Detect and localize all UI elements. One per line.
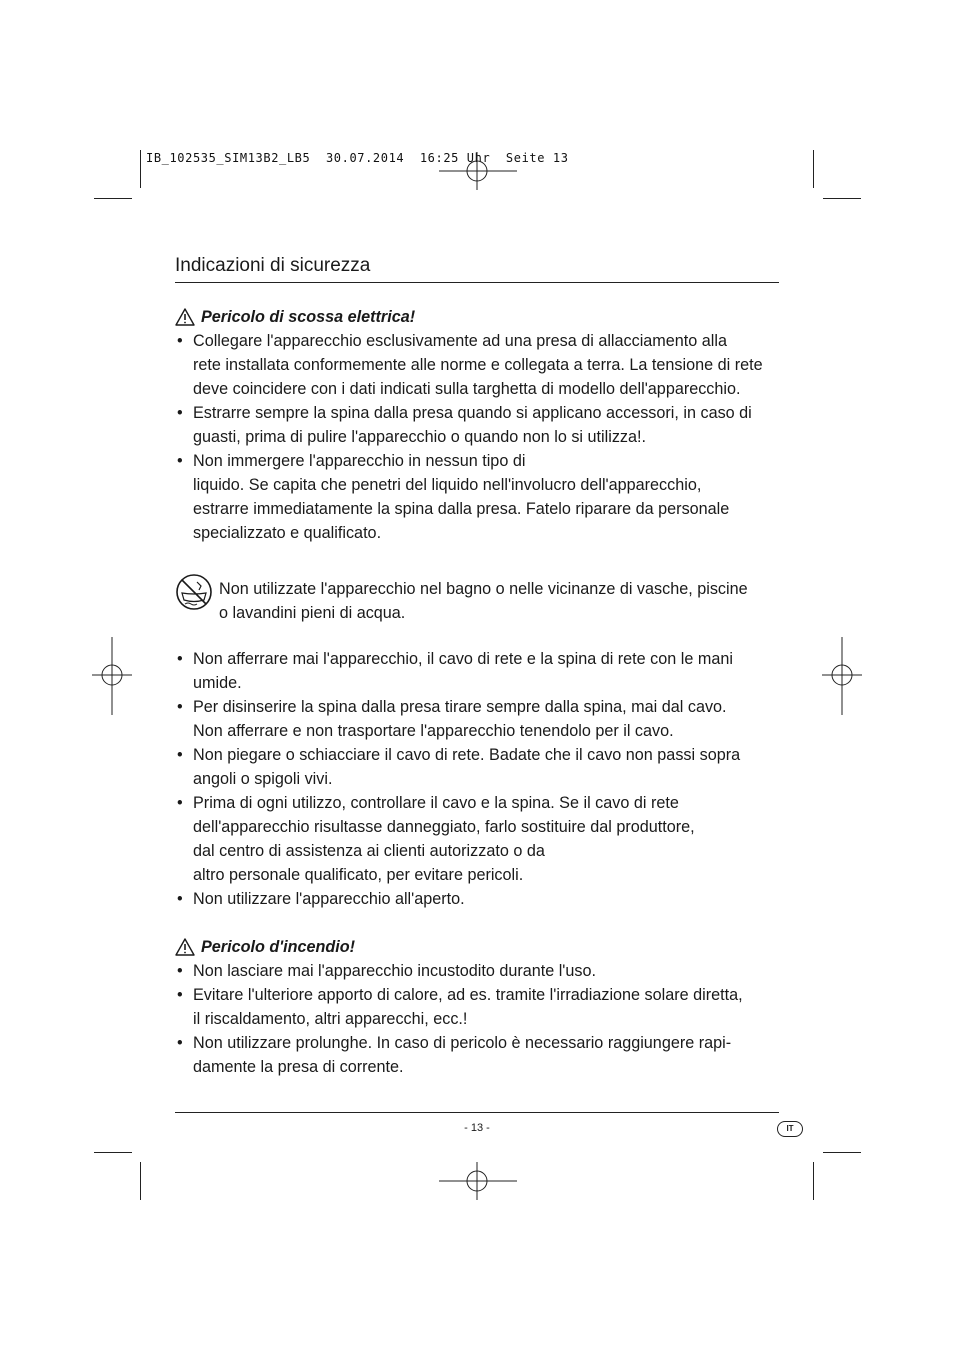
- line: umide.: [193, 674, 242, 692]
- crop-mark: [140, 1162, 141, 1200]
- line: • Per disinserire la spina dalla presa tirare sempre dalla spina, mai dal cavo.: [193, 698, 727, 716]
- line: • Collegare l'apparecchio esclusivamente ad una presa di allacciamento alla: [193, 332, 727, 350]
- safety-content: [175, 305, 779, 1079]
- line: • Non utilizzare prolunghe. In caso di pericolo è necessario raggiungere rapi-: [193, 1034, 732, 1052]
- line: liquido. Se capita che penetri del liquido nell'involucro dell'apparecchio,: [193, 476, 702, 494]
- list-item: [175, 329, 779, 401]
- crop-mark: [140, 150, 141, 188]
- line: angoli o spigoli vivi.: [193, 770, 333, 788]
- line: Non afferrare e non trasportare l'apparecchio tenendolo per il cavo.: [193, 722, 674, 740]
- crop-mark: [813, 150, 814, 188]
- line: dal centro di assistenza ai clienti autorizzato o da: [193, 842, 545, 860]
- bath-warning-text: [219, 577, 748, 625]
- crop-mark: [94, 198, 132, 199]
- line: deve coincidere con i dati indicati sulla targhetta di modello dell'apparecchio.: [193, 380, 741, 398]
- list-item: [175, 401, 779, 449]
- title-rule: [175, 282, 779, 283]
- line: guasti, prima di pulire l'apparecchio o quando non lo si utilizza!.: [193, 428, 647, 446]
- crop-mark: [823, 198, 861, 199]
- footer-rule: [175, 1112, 779, 1113]
- line: • Prima di ogni utilizzo, controllare il cavo e la spina. Se il cavo di rete: [193, 794, 679, 812]
- list-item: [175, 983, 779, 1031]
- list-item: [175, 887, 779, 911]
- line: • Non utilizzare l'apparecchio all'aperto.: [193, 890, 465, 908]
- list-item: [175, 695, 779, 743]
- electric-heading: [175, 305, 779, 329]
- list-item: [175, 449, 779, 545]
- fire-heading-text: Pericolo d'incendio!: [201, 938, 356, 956]
- line: dell'apparecchio risultasse danneggiato, farlo sostituire dal produttore,: [193, 818, 695, 836]
- warning-triangle-icon: [175, 308, 195, 326]
- line: estrarre immediatamente la spina dalla presa. Fatelo riparare da personale: [193, 500, 730, 518]
- cable-list: [175, 647, 779, 911]
- line: • Evitare l'ulteriore apporto di calore, ad es. tramite l'irradiazione solare diretta,: [193, 986, 743, 1004]
- list-item: [175, 743, 779, 791]
- crop-mark: [823, 1152, 861, 1153]
- line: • Non piegare o schiacciare il cavo di rete. Badate che il cavo non passi sopra: [193, 746, 741, 764]
- line: o lavandini pieni di acqua.: [219, 604, 406, 622]
- line: altro personale qualificato, per evitare pericoli.: [193, 866, 524, 884]
- bath-warning: [175, 577, 779, 625]
- crop-mark: [94, 1152, 132, 1153]
- section-title: Indicazioni di sicurezza: [175, 255, 371, 276]
- line: Non utilizzate l'apparecchio nel bagno o nelle vicinanze di vasche, piscine: [219, 580, 748, 598]
- list-item: [175, 791, 779, 887]
- registration-mark-icon: [439, 1162, 517, 1202]
- no-bath-icon: [175, 573, 213, 611]
- line: • Estrarre sempre la spina dalla presa quando si applicano accessori, in caso di: [193, 404, 752, 422]
- fire-heading: [175, 935, 779, 959]
- line: specializzato e qualificato.: [193, 524, 382, 542]
- line: • Non lasciare mai l'apparecchio incustodito durante l'uso.: [193, 962, 596, 980]
- warning-triangle-icon: [175, 938, 195, 956]
- electric-list: [175, 329, 779, 545]
- line: • Non afferrare mai l'apparecchio, il cavo di rete e la spina di rete con le mani: [193, 650, 733, 668]
- registration-mark-icon: [439, 152, 517, 192]
- registration-mark-icon: [822, 637, 862, 715]
- line: il riscaldamento, altri apparecchi, ecc.!: [193, 1010, 468, 1028]
- list-item: [175, 959, 779, 983]
- electric-heading-text: Pericolo di scossa elettrica!: [201, 308, 416, 326]
- page-number: - 13 -: [464, 1122, 490, 1134]
- registration-mark-icon: [92, 637, 132, 715]
- crop-mark: [813, 1162, 814, 1200]
- fire-list: [175, 959, 779, 1079]
- list-item: [175, 647, 779, 695]
- print-slug: IB_102535_SIM13B2_LB5 30.07.2014 16:25 Uhr Seite 13: [146, 151, 569, 165]
- line: damente la presa di corrente.: [193, 1058, 404, 1076]
- language-badge: IT: [777, 1121, 803, 1137]
- list-item: [175, 1031, 779, 1079]
- line: rete installata conformemente alle norme e collegata a terra. La tensione di rete: [193, 356, 763, 374]
- line: • Non immergere l'apparecchio in nessun tipo di: [193, 452, 526, 470]
